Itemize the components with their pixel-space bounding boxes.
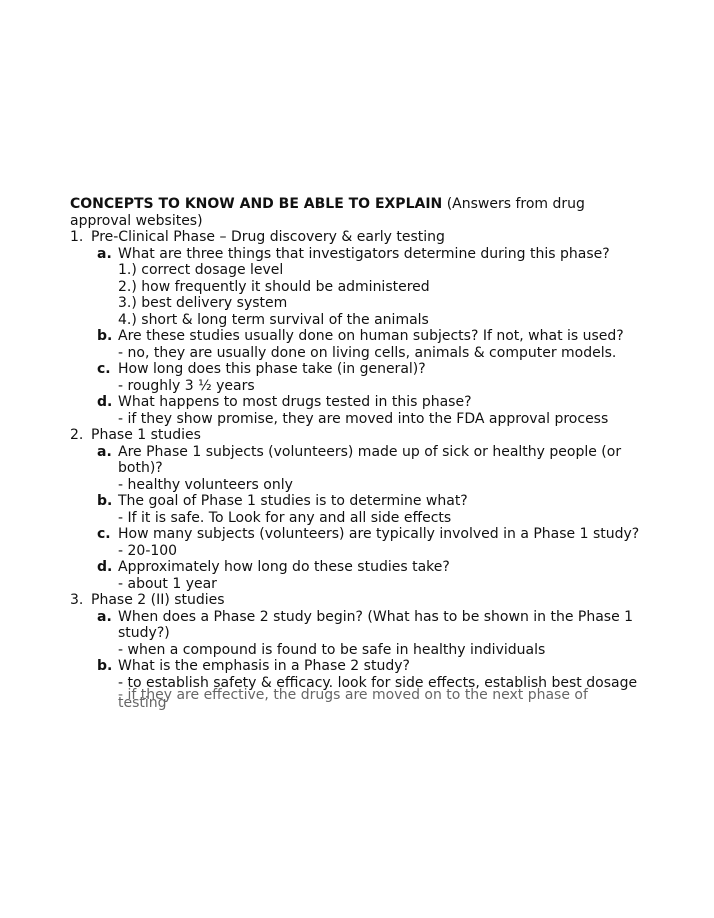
question-letter: b.	[97, 658, 113, 674]
heading-title: CONCEPTS TO KNOW AND BE ABLE TO EXPLAIN	[70, 196, 443, 212]
question-item	[70, 394, 640, 411]
question-letter: b.	[97, 328, 113, 344]
question-text: What happens to most drugs tested in this phase?	[118, 394, 472, 410]
section-title: Phase 2 (II) studies	[91, 592, 225, 608]
answer-line: - to establish safety & efficacy. look for side effects, establish best dosage	[118, 674, 638, 691]
section-title-line	[70, 592, 640, 609]
section-title: Phase 1 studies	[91, 427, 201, 443]
answer-line: 3.) best delivery system	[118, 295, 288, 311]
answer-line: 2.) how frequently it should be administered	[118, 278, 430, 295]
question-letter: d.	[97, 559, 113, 575]
document-body	[70, 196, 640, 711]
question-text: How many subjects (volunteers) are typically involved in a Phase 1 study?	[118, 526, 640, 542]
answer-line: - when a compound is found to be safe in healthy individuals	[118, 641, 546, 658]
question-text: When does a Phase 2 study begin? (What has to be shown in the Phase 1 study?)	[118, 608, 634, 641]
question-item	[70, 246, 640, 263]
document-heading	[70, 196, 640, 229]
question-text: Approximately how long do these studies take?	[118, 559, 450, 575]
answer-line: - no, they are usually done on living cells, animals & computer models.	[118, 344, 617, 361]
question-item	[70, 609, 640, 642]
question-letter: a.	[97, 443, 112, 460]
question-text: What are three things that investigators determine during this phase?	[118, 245, 610, 262]
question-item	[70, 361, 640, 378]
question-item	[70, 559, 640, 576]
question-item	[70, 444, 640, 477]
answer-line: - 20-100	[118, 542, 178, 559]
cutoff-line: - if they are effective, the drugs are moved on to the next phase of testing	[118, 687, 588, 711]
answer-line: - healthy volunteers only	[118, 476, 293, 493]
question-item	[70, 526, 640, 543]
section-title-line	[70, 427, 640, 444]
question-letter: a.	[97, 608, 112, 625]
answer-line: - roughly 3 ½ years	[118, 377, 255, 394]
answer-line: - about 1 year	[118, 575, 217, 592]
answer-line: 4.) short & long term survival of the animals	[118, 311, 429, 328]
answer-line: 1.) correct dosage level	[118, 262, 284, 278]
question-letter: a.	[97, 245, 112, 262]
question-item	[70, 328, 640, 345]
question-letter: d.	[97, 394, 113, 410]
section-3	[70, 592, 640, 691]
question-text: What is the emphasis in a Phase 2 study?	[118, 658, 410, 674]
question-text: How long does this phase take (in general)?	[118, 361, 426, 377]
answer-line: - if they show promise, they are moved into the FDA approval process	[118, 410, 609, 427]
section-title-line	[70, 229, 640, 246]
question-letter: c.	[97, 526, 111, 542]
question-item	[70, 658, 640, 675]
section-1	[70, 229, 640, 427]
section-number: 1.	[70, 229, 84, 245]
question-item	[70, 493, 640, 510]
section-2	[70, 427, 640, 592]
section-list	[70, 229, 640, 691]
answer-line: - If it is safe. To Look for any and all side effects	[118, 509, 452, 526]
question-text: The goal of Phase 1 studies is to determine what?	[118, 493, 468, 509]
section-number: 2.	[70, 427, 84, 443]
heading-note: (Answers from drug approval websites)	[70, 196, 585, 229]
question-text: Are Phase 1 subjects (volunteers) made up of sick or healthy people (or both)?	[118, 443, 622, 476]
question-letter: c.	[97, 361, 111, 377]
section-number: 3.	[70, 592, 84, 608]
question-letter: b.	[97, 493, 113, 509]
question-text: Are these studies usually done on human subjects? If not, what is used?	[118, 328, 624, 344]
section-title: Pre-Clinical Phase – Drug discovery & early testing	[91, 229, 445, 245]
